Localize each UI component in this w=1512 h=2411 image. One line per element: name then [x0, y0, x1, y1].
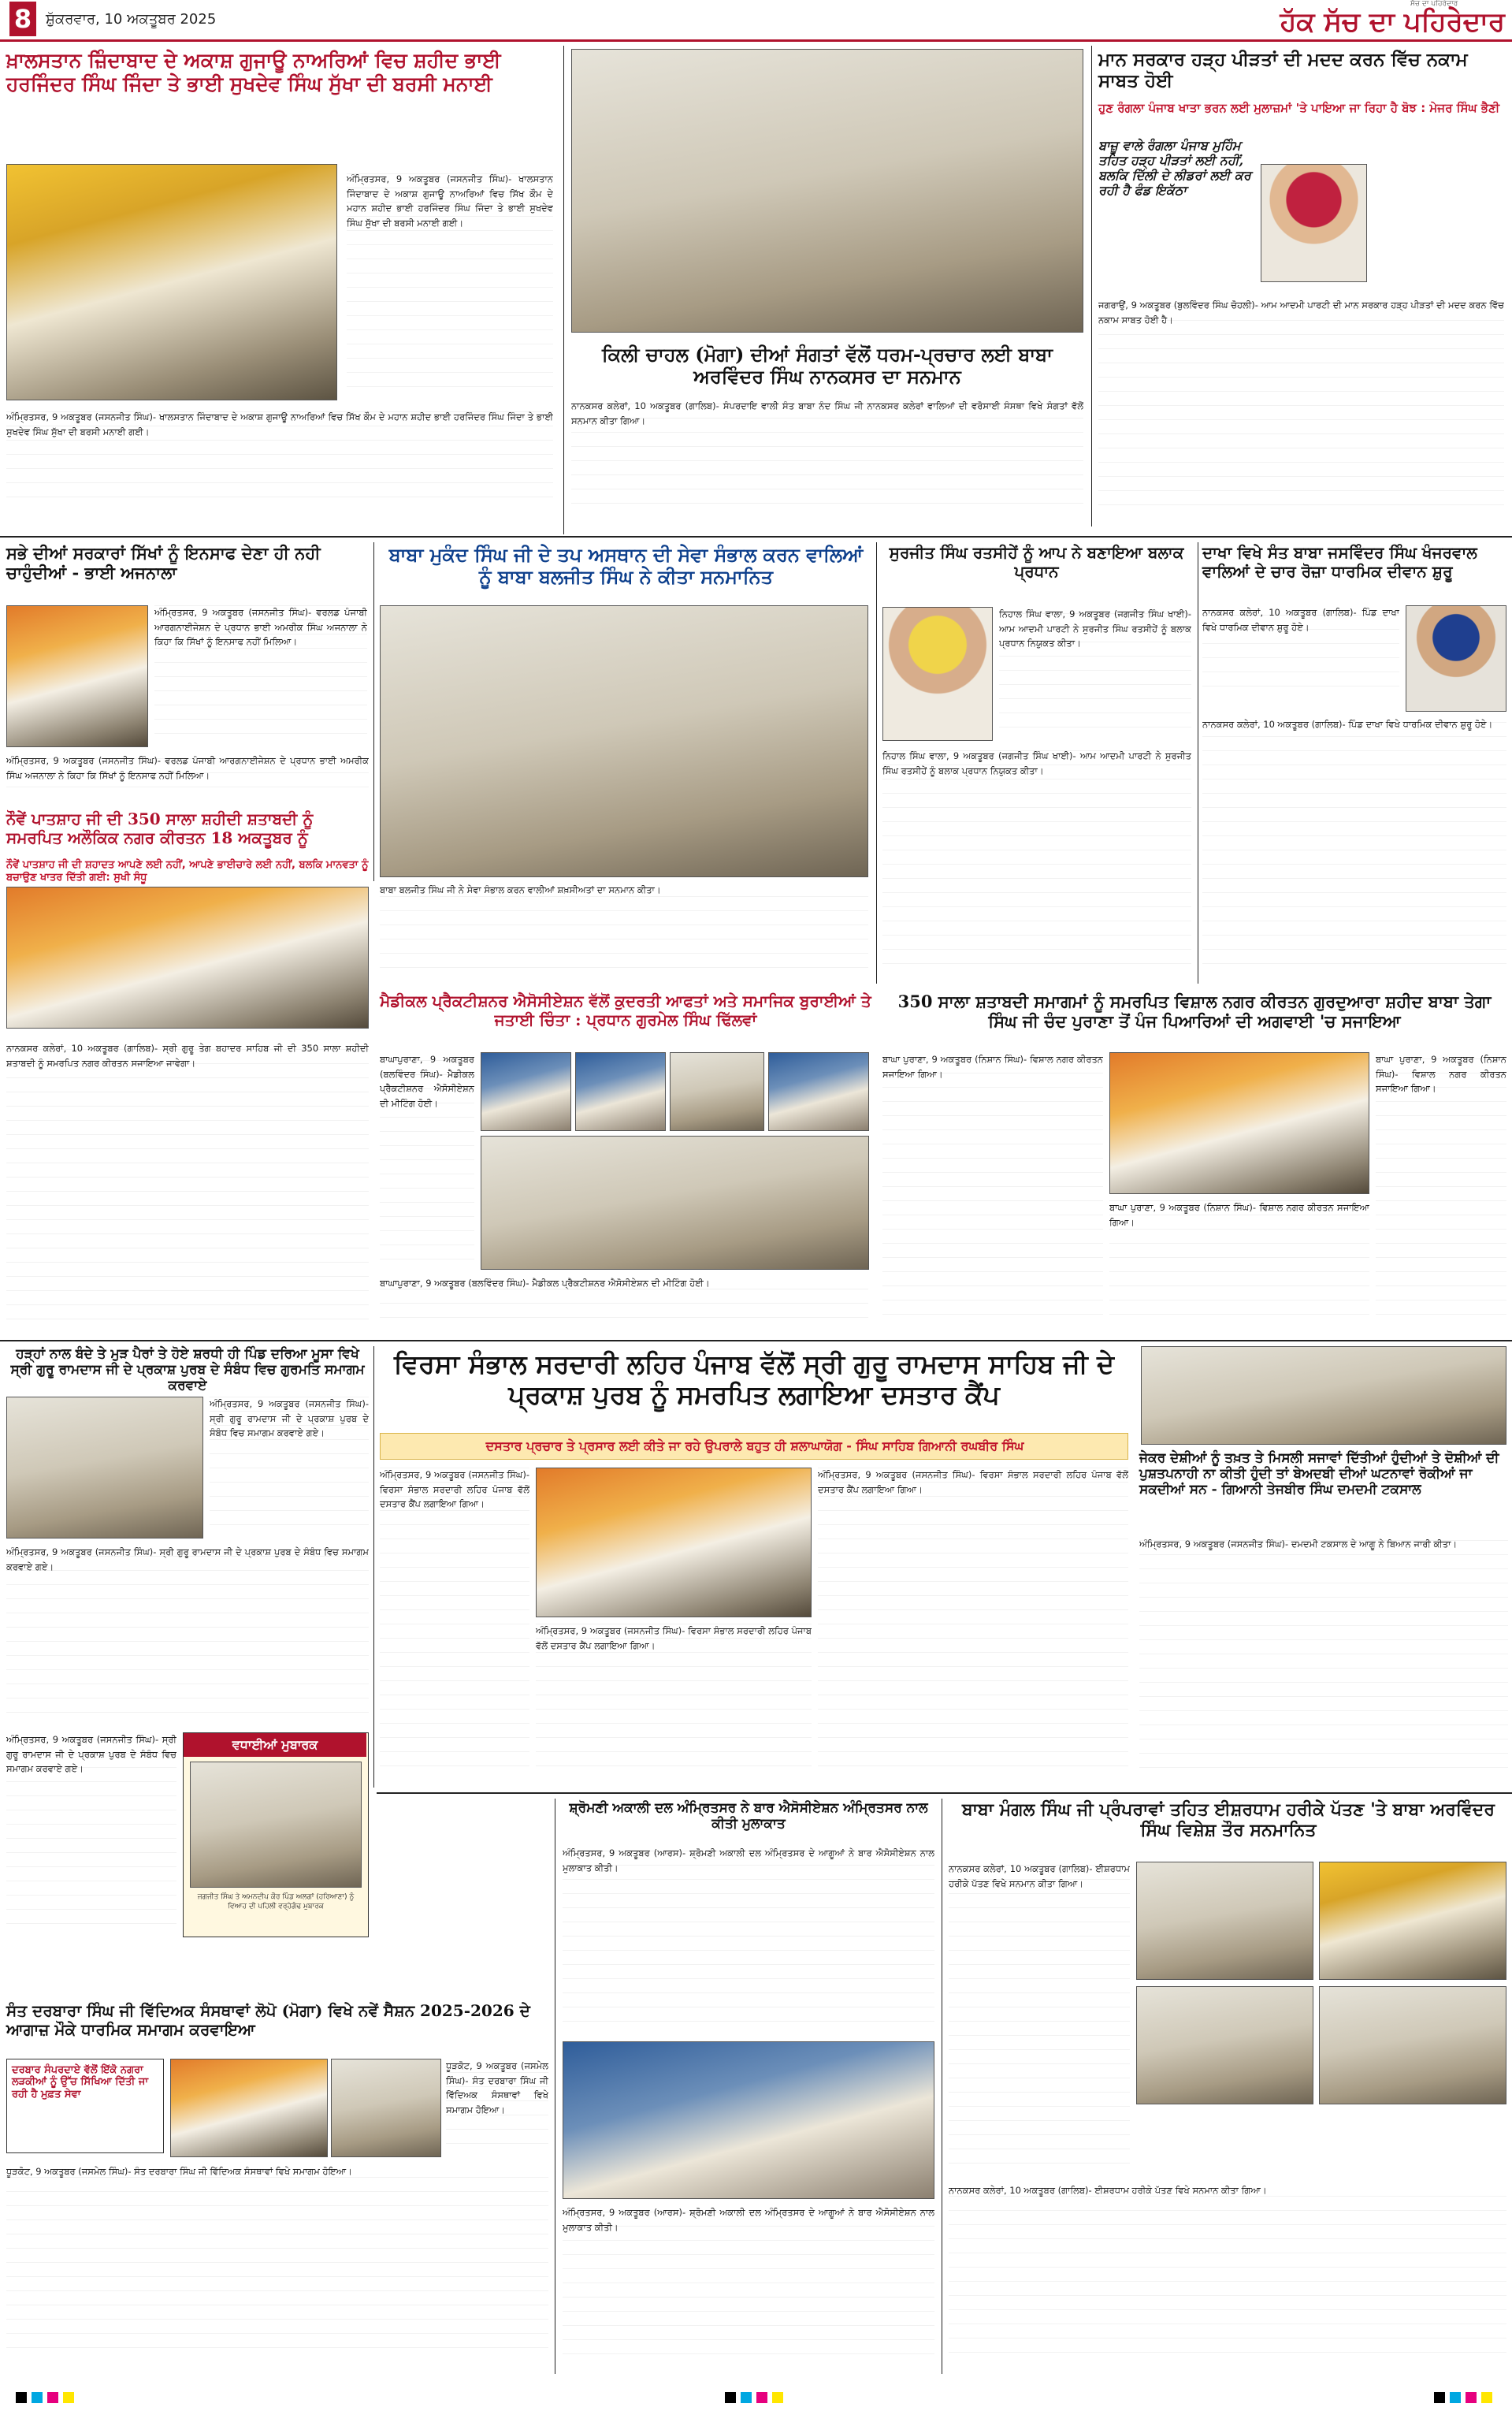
subhead: ਨੌਵੇਂ ਪਾਤਸ਼ਾਹ ਜੀ ਦੀ ਸ਼ਹਾਦਤ ਆਪਣੇ ਲਈ ਨਹੀਂ, ਆਪਣੇ ਭਾਈਚਾਰੇ ਲਈ ਨਹੀਂ, ਬਲਕਿ ਮਾਨਵਤਾ ਨੂੰ ਬਚਾਉਣ ਖਾਤਰ ਦਿੱਤੀ ਗਈ: ਸੁਖੀ ਸੰਧੂ: [6, 859, 369, 884]
headline: 350 ਸਾਲਾ ਸ਼ਤਾਬਦੀ ਸਮਾਗਮਾਂ ਨੂੰ ਸਮਰਪਿਤ ਵਿਸ਼ਾਲ ਨਗਰ ਕੀਰਤਨ ਗੁਰਦੁਆਰਾ ਸ਼ਹੀਦ ਬਾਬਾ ਤੇਗਾ ਸਿੰਘ ਜੀ ਚੰਦ ਪੁਰਾਣਾ ਤੋਂ ਪੰਜ ਪਿਆਰਿਆਂ ਦੀ ਅਗਵਾਈ 'ਚ ਸਜਾਇਆ: [897, 992, 1492, 1031]
photo-association-meeting: [481, 1136, 869, 1270]
headline: ਮੈਡੀਕਲ ਪ੍ਰੈਕਟੀਸ਼ਨਰ ਐਸੋਸੀਏਸ਼ਨ ਵੱਲੋਂ ਕੁਦਰਤੀ ਆਫਤਾਂ ਅਤੇ ਸਮਾਜਿਕ ਬੁਰਾਈਆਂ ਤੇ ਜਤਾਈ ਚਿੰਤਾ : ਪ੍ਰਧਾਨ ਗੁਰਮੇਲ ਸਿੰਘ ਢਿੱਲਵਾਂ: [380, 992, 871, 1029]
photo-member-2: [575, 1052, 666, 1131]
registration-marks-center: [725, 2392, 788, 2403]
page-date: ਸ਼ੁੱਕਰਵਾਰ, 10 ਅਕਤੂਬਰ 2025: [46, 11, 217, 28]
body-text: ਬਾਬਾ ਬਲਜੀਤ ਸਿੰਘ ਜੀ ਨੇ ਸੇਵਾ ਸੰਭਾਲ ਕਰਨ ਵਾਲੀਆਂ ਸ਼ਖ਼ਸੀਅਤਾਂ ਦਾ ਸਨਮਾਨ ਕੀਤਾ।: [380, 883, 868, 981]
subhead: ਦਸਤਾਰ ਪ੍ਰਚਾਰ ਤੇ ਪ੍ਰਸਾਰ ਲਈ ਕੀਤੇ ਜਾ ਰਹੇ ਉਪਰਾਲੇ ਬਹੁਤ ਹੀ ਸ਼ਲਾਘਾਯੋਗ - ਸਿੰਘ ਸਾਹਿਬ ਗਿਆਨੀ ਰਘਬੀਰ ਸਿੰਘ: [485, 1438, 1024, 1453]
photo-honour-2: [1319, 1862, 1506, 1980]
photo-honour-ceremony: [571, 49, 1083, 333]
headline: ਵਿਰਸਾ ਸੰਭਾਲ ਸਰਦਾਰੀ ਲਹਿਰ ਪੰਜਾਬ ਵੱਲੋਂ ਸ੍ਰੀ ਗੁਰੂ ਰਾਮਦਾਸ ਸਾਹਿਬ ਜੀ ਦੇ ਪ੍ਰਕਾਸ਼ ਪੁਰਬ ਨੂੰ ਸਮਰਪਿਤ ਲਗਾਇਆ ਦਸਤਾਰ ਕੈਂਪ: [394, 1349, 1114, 1410]
reg-mark-yellow: [63, 2392, 74, 2403]
headline: ਸੰਤ ਦਰਬਾਰਾ ਸਿੰਘ ਜੀ ਵਿੱਦਿਅਕ ਸੰਸਥਾਵਾਂ ਲੋਪੋ (ਮੋਗਾ) ਵਿਖੇ ਨਵੇਂ ਸੈਸ਼ਨ 2025-2026 ਦੇ ਆਗਾਜ਼ ਮੌਕੇ ਧਾਰਮਿਕ ਸਮਾਗਮ ਕਰਵਾਇਆ: [6, 2001, 530, 2039]
photo-major-singh-bhaini: [1261, 164, 1367, 282]
subhead: ਹੁਣ ਰੰਗਲਾ ਪੰਜਾਬ ਖਾਤਾ ਭਰਨ ਲਈ ਮੁਲਾਜ਼ਮਾਂ 'ਤੇ ਪਾਇਆ ਜਾ ਰਿਹਾ ਹੈ ਬੋਝ : ਮੇਜਰ ਸਿੰਘ ਭੈਣੀ: [1098, 101, 1500, 115]
masthead-small: ਸੱਚ ਦਾ ਪਹਿਰੇਦਾਰ: [1410, 0, 1458, 8]
article-block-pradhan: [879, 542, 1194, 984]
body-text: ਅੰਮ੍ਰਿਤਸਰ, 9 ਅਕਤੂਬਰ (ਜਸਨਜੀਤ ਸਿੰਘ)- ਦਮਦਮੀ ਟਕਸਾਲ ਦੇ ਆਗੂ ਨੇ ਬਿਆਨ ਜਾਰੀ ਕੀਤਾ।: [1139, 1537, 1508, 1781]
row-rule: [0, 1340, 1512, 1341]
article-baba-mangal-singh: [945, 1799, 1510, 2374]
registration-marks-right: [1434, 2392, 1497, 2403]
article-barsi: [0, 46, 559, 519]
reg-mark-magenta: [756, 2392, 767, 2403]
body-text: ਅੰਮ੍ਰਿਤਸਰ, 9 ਅਕਤੂਬਰ (ਜਸਨਜੀਤ ਸਿੰਘ)- ਖਾਲਸਤਾਨ ਜਿੰਦਾਬਾਦ ਦੇ ਅਕਾਸ਼ ਗੁਜਾਊ ਨਾਅਰਿਆਂ ਵਿਚ ਸਿੱਖ ਕੌਮ ਦੇ ਮਹਾਨ ਸ਼ਹੀਦ ਭਾਈ ਹਰਜਿੰਦਰ ਸਿੰਘ ਜਿੰਦਾ ਤੇ ਭਾਈ ਸੁਖਦੇਵ ਸਿੰਘ ਸੁੱਖਾ ਦੀ ਬਰਸੀ ਮਨਾਈ ਗਈ।: [6, 410, 553, 511]
greeting-caption: ਜਗਜੀਤ ਸਿੰਘ ਤੇ ਅਮਨਦੀਪ ਕੌਰ ਪਿੰਡ ਅਲਗਾਂ (ਹਰਿਆਣਾ) ਨੂੰ ਵਿਆਹ ਦੀ ਪਹਿਲੀ ਵਰ੍ਹੇਗੰਢ ਮੁਬਾਰਕ: [197, 1893, 355, 1911]
reg-mark-cyan: [741, 2392, 752, 2403]
body-text: ਅੰਮ੍ਰਿਤਸਰ, 9 ਅਕਤੂਬਰ (ਜਸਨਜੀਤ ਸਿੰਘ)- ਵਰਲਡ ਪੰਜਾਬੀ ਆਰਗਨਾਈਜੇਸ਼ਨ ਦੇ ਪ੍ਰਧਾਨ ਭਾਈ ਅਮਰੀਕ ਸਿੰਘ ਅਜਨਾਲਾ ਨੇ ਕਿਹਾ ਕਿ ਸਿੱਖਾਂ ਨੂੰ ਇਨਸਾਫ ਨਹੀਂ ਮਿਲਿਆ।: [154, 605, 367, 747]
row-rule: [377, 1792, 1512, 1794]
boxed-highlight: [6, 2059, 164, 2153]
article-bar-association: [559, 1799, 938, 2374]
photo-bar-association-meeting: [563, 2041, 934, 2199]
body-text-left: ਅੰਮ੍ਰਿਤਸਰ, 9 ਅਕਤੂਬਰ (ਜਸਨਜੀਤ ਸਿੰਘ)- ਸ੍ਰੀ ਗੁਰੂ ਰਾਮਦਾਸ ਜੀ ਦੇ ਪ੍ਰਕਾਸ਼ ਪੁਰਬ ਦੇ ਸੰਬੰਧ ਵਿਚ ਸਮਾਗਮ ਕਰਵਾਏ ਗਏ।: [6, 1732, 176, 1937]
greeting-box: [183, 1732, 369, 1937]
photo-honour-4: [1319, 1986, 1506, 2104]
body-text: ਜਗਰਾਉਂ, 9 ਅਕਤੂਬਰ (ਬੁਲਵਿੰਦਰ ਸਿੰਘ ਚੋਹਲੀ)- ਆਮ ਆਦਮੀ ਪਾਰਟੀ ਦੀ ਮਾਨ ਸਰਕਾਰ ਹੜ੍ਹ ਪੀੜਤਾਂ ਦੀ ਮਦਦ ਕਰਨ ਵਿੱਚ ਨਕਾਮ ਸਾਬਤ ਹੋਈ ਹੈ।: [1098, 298, 1504, 519]
body-text-mid: ਅੰਮ੍ਰਿਤਸਰ, 9 ਅਕਤੂਬਰ (ਜਸਨਜੀਤ ਸਿੰਘ)- ਵਿਰਸਾ ਸੰਭਾਲ ਸਰਦਾਰੀ ਲਹਿਰ ਪੰਜਾਬ ਵੱਲੋਂ ਦਸਤਾਰ ਕੈਂਪ ਲਗਾਇਆ ਗਿਆ।: [536, 1624, 812, 1780]
headline: ਨੌਵੇਂ ਪਾਤਸ਼ਾਹ ਜੀ ਦੀ 350 ਸਾਲਾ ਸ਼ਹੀਦੀ ਸ਼ਤਾਬਦੀ ਨੂੰ ਸਮਰਪਿਤ ਅਲੌਕਿਕ ਨਗਰ ਕੀਰਤਨ 18 ਅਕਤੂਬਰ ਨੂੰ: [6, 809, 314, 847]
photo-school-samagam: [170, 2059, 328, 2157]
divider: [1091, 46, 1092, 526]
header-rule: [0, 39, 1512, 42]
body-text-cont: ਬਾਘਾਪੁਰਾਣਾ, 9 ਅਕਤੂਬਰ (ਬਲਵਿੰਦਰ ਸਿੰਘ)- ਮੈਡੀਕਲ ਪ੍ਰੈਕਟੀਸ਼ਨਰ ਐਸੋਸੀਏਸ਼ਨ ਦੀ ਮੀਟਿੰਗ ਹੋਈ।: [380, 1276, 868, 1331]
article-medical-association: [377, 989, 873, 1336]
photo-bhai-ajnala: [6, 605, 148, 747]
photo-couple: [190, 1762, 362, 1888]
body-text-cont: ਅੰਮ੍ਰਿਤਸਰ, 9 ਅਕਤੂਬਰ (ਜਸਨਜੀਤ ਸਿੰਘ)- ਸ੍ਰੀ ਗੁਰੂ ਰਾਮਦਾਸ ਜੀ ਦੇ ਪ੍ਰਕਾਸ਼ ਪੁਰਬ ਦੇ ਸੰਬੰਧ ਵਿਚ ਸਮਾਗਮ ਕਰਵਾਏ ਗਏ।: [6, 1545, 369, 1726]
photo-honour-3: [1136, 1986, 1313, 2104]
greeting-title: ਵਧਾਈਆਂ ਮੁਬਾਰਕ: [184, 1733, 366, 1757]
photo-member-4: [768, 1052, 869, 1131]
headline: ਕਿਲੀ ਚਾਹਲ (ਮੋਗਾ) ਦੀਆਂ ਸੰਗਤਾਂ ਵੱਲੋਂ ਧਰਮ-ਪ੍ਰਚਾਰ ਲਈ ਬਾਬਾ ਅਰਵਿੰਦਰ ਸਿੰਘ ਨਾਨਕਸਰ ਦਾ ਸਨਮਾਨ: [601, 343, 1053, 389]
photo-nagar-kirtan-procession: [1109, 1052, 1369, 1194]
registration-marks-left: [16, 2392, 79, 2403]
article-dariya-musa: [0, 1346, 370, 2000]
reg-mark-magenta: [47, 2392, 58, 2403]
article-nagar-kirtan: [0, 887, 370, 1336]
article-kili-chahal: [567, 46, 1087, 526]
photo-kirtan-procession-right: [1141, 1346, 1506, 1445]
body-text: ਅੰਮ੍ਰਿਤਸਰ, 9 ਅਕਤੂਬਰ (ਆਰਸ)- ਸ਼੍ਰੋਮਣੀ ਅਕਾਲੀ ਦਲ ਅੰਮ੍ਰਿਤਸਰ ਦੇ ਆਗੂਆਂ ਨੇ ਬਾਰ ਐਸੋਸੀਏਸ਼ਨ ਨਾਲ ਮੁਲਾਕਾਤ ਕੀਤੀ।: [563, 1846, 934, 2035]
body-text: ਅੰਮ੍ਰਿਤਸਰ, 9 ਅਕਤੂਬਰ (ਜਸਨਜੀਤ ਸਿੰਘ)- ਸ੍ਰੀ ਗੁਰੂ ਰਾਮਦਾਸ ਜੀ ਦੇ ਪ੍ਰਕਾਸ਼ ਪੁਰਬ ਦੇ ਸੰਬੰਧ ਵਿਚ ਸਮਾਗਮ ਕਰਵਾਏ ਗਏ।: [210, 1397, 369, 1539]
body-text: ਧੂੜਕੋਟ, 9 ਅਕਤੂਬਰ (ਜਸਮੇਲ ਸਿੰਘ)- ਸੰਤ ਦਰਬਾਰਾ ਸਿੰਘ ਜੀ ਵਿੱਦਿਅਕ ਸੰਸਥਾਵਾਂ ਵਿਖੇ ਸਮਾਗਮ ਹੋਇਆ।: [446, 2059, 548, 2157]
photo-dastar-camp: [536, 1468, 812, 1617]
body-text: ਬਾਘਾ ਪੁਰਾਣਾ, 9 ਅਕਤੂਬਰ (ਨਿਸ਼ਾਨ ਸਿੰਘ)- ਵਿਸ਼ਾਲ ਨਗਰ ਕੀਰਤਨ ਸਜਾਇਆ ਗਿਆ।: [882, 1052, 1103, 1328]
photo-surjit-singh: [882, 607, 993, 741]
boxed-text: ਦਰਬਾਰ ਸੰਪਰਦਾਏ ਵੱਲੋਂ ਇੱਕੋ ਨਗਰਾ ਲੜਕੀਆਂ ਨੂੰ ਉੱਚ ਸਿੱਖਿਆ ਦਿੱਤੀ ਜਾ ਰਹੀ ਹੈ ਮੁਫ਼ਤ ਸੇਵਾ: [12, 2064, 149, 2100]
reg-mark-black: [725, 2392, 736, 2403]
reg-mark-black: [16, 2392, 27, 2403]
page-number: 8: [9, 2, 36, 36]
body-text: ਨਿਹਾਲ ਸਿੰਘ ਵਾਲਾ, 9 ਅਕਤੂਬਰ (ਜਗਜੀਤ ਸਿੰਘ ਖਾਈ)- ਆਮ ਆਦਮੀ ਪਾਰਟੀ ਨੇ ਸੁਰਜੀਤ ਸਿੰਘ ਰਤਸੀਹੇਂ ਨੂੰ ਬਲਾਕ ਪ੍ਰਧਾਨ ਨਿਯੁਕਤ ਕੀਤਾ।: [999, 607, 1191, 741]
divider: [373, 542, 374, 881]
article-ajnala: [0, 542, 370, 905]
article-mann-sarkar: [1095, 46, 1509, 526]
photo-barsi-gathering: [6, 164, 337, 400]
photo-sanmaan: [380, 605, 868, 877]
body-text-cont: ਅੰਮ੍ਰਿਤਸਰ, 9 ਅਕਤੂਬਰ (ਜਸਨਜੀਤ ਸਿੰਘ)- ਵਰਲਡ ਪੰਜਾਬੀ ਆਰਗਨਾਈਜੇਸ਼ਨ ਦੇ ਪ੍ਰਧਾਨ ਭਾਈ ਅਮਰੀਕ ਸਿੰਘ ਅਜਨਾਲਾ ਨੇ ਕਿਹਾ ਕਿ ਸਿੱਖਾਂ ਨੂੰ ਇਨਸਾਫ ਨਹੀਂ ਮਿਲਿਆ।: [6, 753, 369, 801]
headline: ਹੜ੍ਹਾਂ ਨਾਲ ਬੰਦੇ ਤੇ ਮੁੜ ਪੈਰਾਂ ਤੇ ਹੋਏ ਸ਼ਰਧੀ ਹੀ ਪਿੰਡ ਦਰਿਆ ਮੂਸਾ ਵਿਖੇ ਸ੍ਰੀ ਗੁਰੂ ਰਾਮਦਾਸ ਜੀ ਦੇ ਪ੍ਰਕਾਸ਼ ਪੁਰਬ ਦੇ ਸੰਬੰਧ ਵਿਚ ਗੁਰਮਤਿ ਸਮਾਗਮ ਕਰਵਾਏ: [10, 1346, 365, 1394]
masthead-logo: ਹੱਕ ਸੱਚ ਦਾ ਪਹਿਰੇਦਾਰ: [1280, 6, 1505, 38]
article-dakha-diwan: [1201, 542, 1510, 984]
article-gyani-tejbir-singh: [1138, 1450, 1510, 1789]
body-text-cont: ਅੰਮ੍ਰਿਤਸਰ, 9 ਅਕਤੂਬਰ (ਆਰਸ)- ਸ਼੍ਰੋਮਣੀ ਅਕਾਲੀ ਦਲ ਅੰਮ੍ਰਿਤਸਰ ਦੇ ਆਗੂਆਂ ਨੇ ਬਾਰ ਐਸੋਸੀਏਸ਼ਨ ਨਾਲ ਮੁਲਾਕਾਤ ਕੀਤੀ।: [563, 2205, 934, 2368]
headline: ਬਾਬਾ ਮੁਕੰਦ ਸਿੰਘ ਜੀ ਦੇ ਤਪ ਅਸਥਾਨ ਦੀ ਸੇਵਾ ਸੰਭਾਲ ਕਰਨ ਵਾਲਿਆਂ ਨੂੰ ਬਾਬਾ ਬਲਜੀਤ ਸਿੰਘ ਨੇ ਕੀਤਾ ਸਨਮਾਨਿਤ: [388, 543, 864, 589]
divider: [563, 46, 564, 534]
headline: ਖ਼ਾਲਸਤਾਨ ਜ਼ਿੰਦਾਬਾਦ ਦੇ ਅਕਾਸ਼ ਗੁਜਾਊ ਨਾਅਰਿਆਂ ਵਿਚ ਸ਼ਹੀਦ ਭਾਈ ਹਰਜਿੰਦਰ ਸਿੰਘ ਜਿੰਦਾ ਤੇ ਭਾਈ ਸੁਖਦੇਵ ਸਿੰਘ ਸੁੱਖਾ ਦੀ ਬਰਸੀ ਮਨਾਈ: [6, 49, 501, 95]
reg-mark-black: [1434, 2392, 1445, 2403]
article-dastar-camp: [377, 1346, 1133, 1788]
body-text-cont: ਨਾਨਕਸਰ ਕਲੇਰਾਂ, 10 ਅਕਤੂਬਰ (ਗਾਲਿਬ)- ਈਸ਼ਰਧਾਮ ਹਰੀਕੇ ਪੱਤਣ ਵਿਖੇ ਸਨਮਾਨ ਕੀਤਾ ਗਿਆ।: [949, 2183, 1506, 2366]
headline: ਸ਼੍ਰੋਮਣੀ ਅਕਾਲੀ ਦਲ ਅੰਮ੍ਰਿਤਸਰ ਨੇ ਬਾਰ ਐਸੋਸੀਏਸ਼ਨ ਅੰਮ੍ਰਿਤਸਰ ਨਾਲ ਕੀਤੀ ਮੁਲਾਕਾਤ: [569, 1800, 928, 1832]
reg-mark-yellow: [1481, 2392, 1492, 2403]
body-text-left: ਅੰਮ੍ਰਿਤਸਰ, 9 ਅਕਤੂਬਰ (ਜਸਨਜੀਤ ਸਿੰਘ)- ਵਿਰਸਾ ਸੰਭਾਲ ਸਰਦਾਰੀ ਲਹਿਰ ਪੰਜਾਬ ਵੱਲੋਂ ਦਸਤਾਰ ਕੈਂਪ ਲਗਾਇਆ ਗਿਆ।: [380, 1468, 529, 1780]
headline: ਦਾਖਾ ਵਿਖੇ ਸੰਤ ਬਾਬਾ ਜਸਵਿੰਦਰ ਸਿੰਘ ਖੰਜਰਵਾਲ ਵਾਲਿਆਂ ਦੇ ਚਾਰ ਰੋਜ਼ਾ ਧਾਰਮਿਕ ਦੀਵਾਨ ਸ਼ੁਰੂ: [1202, 543, 1477, 581]
body-text: ਨਾਨਕਸਰ ਕਲੇਰਾਂ, 10 ਅਕਤੂਬਰ (ਗਾਲਿਬ)- ਈਸ਼ਰਧਾਮ ਹਰੀਕੇ ਪੱਤਣ ਵਿਖੇ ਸਨਮਾਨ ਕੀਤਾ ਗਿਆ।: [949, 1862, 1130, 2177]
body-text-cont: ਬਾਘਾ ਪੁਰਾਣਾ, 9 ਅਕਤੂਬਰ (ਨਿਸ਼ਾਨ ਸਿੰਘ)- ਵਿਸ਼ਾਲ ਨਗਰ ਕੀਰਤਨ ਸਜਾਇਆ ਗਿਆ।: [1109, 1200, 1369, 1328]
article-sant-darbara-singh: [0, 2002, 552, 2372]
photo-panj-pyare: [6, 887, 369, 1029]
body-text-right: ਬਾਘਾ ਪੁਰਾਣਾ, 9 ਅਕਤੂਬਰ (ਨਿਸ਼ਾਨ ਸਿੰਘ)- ਵਿਸ਼ਾਲ ਨਗਰ ਕੀਰਤਨ ਸਜਾਇਆ ਗਿਆ।: [1376, 1052, 1506, 1328]
body-text-cont: ਨਾਨਕਸਰ ਕਲੇਰਾਂ, 10 ਅਕਤੂਬਰ (ਗਾਲਿਬ)- ਪਿੰਡ ਦਾਖਾ ਵਿਖੇ ਧਾਰਮਿਕ ਦੀਵਾਨ ਸ਼ੁਰੂ ਹੋਏ।: [1202, 717, 1506, 977]
headline: ਸੁਰਜੀਤ ਸਿੰਘ ਰਤਸੀਹੇਂ ਨੂੰ ਆਪ ਨੇ ਬਣਾਇਆ ਬਲਾਕ ਪ੍ਰਧਾਨ: [889, 543, 1184, 581]
reg-mark-magenta: [1466, 2392, 1477, 2403]
body-text: ਨਾਨਕਸਰ ਕਲੇਰਾਂ, 10 ਅਕਤੂਬਰ (ਗਾਲਿਬ)- ਸ੍ਰੀ ਗੁਰੂ ਤੇਗ ਬਹਾਦਰ ਸਾਹਿਬ ਜੀ ਦੀ 350 ਸਾਲਾ ਸ਼ਹੀਦੀ ਸ਼ਤਾਬਦੀ ਨੂੰ ਸਮਰਪਿਤ ਨਗਰ ਕੀਰਤਨ ਸਜਾਇਆ ਜਾਵੇਗਾ।: [6, 1041, 369, 1333]
photo-sant-jaswinder-singh: [1406, 605, 1506, 712]
photo-gurmat-samagam: [6, 1397, 203, 1539]
body-text-cont: ਧੂੜਕੋਟ, 9 ਅਕਤੂਬਰ (ਜਸਮੇਲ ਸਿੰਘ)- ਸੰਤ ਦਰਬਾਰਾ ਸਿੰਘ ਜੀ ਵਿੱਦਿਅਕ ਸੰਸਥਾਵਾਂ ਵਿਖੇ ਸਮਾਗਮ ਹੋਇਆ।: [6, 2164, 548, 2361]
divider: [373, 1346, 374, 1788]
body-text-right: ਅੰਮ੍ਰਿਤਸਰ, 9 ਅਕਤੂਬਰ (ਜਸਨਜੀਤ ਸਿੰਘ)- ਵਿਰਸਾ ਸੰਭਾਲ ਸਰਦਾਰੀ ਲਹਿਰ ਪੰਜਾਬ ਵੱਲੋਂ ਦਸਤਾਰ ਕੈਂਪ ਲਗਾਇਆ ਗਿਆ।: [818, 1468, 1128, 1780]
headline: ਸਭੇ ਦੀਆਂ ਸਰਕਾਰਾਂ ਸਿੱਖਾਂ ਨੂੰ ਇਨਸਾਫ ਦੇਣਾ ਹੀ ਨਹੀ ਚਾਹੁੰਦੀਆਂ - ਭਾਈ ਅਜਨਾਲਾ: [6, 543, 321, 582]
headline: ਬਾਬਾ ਮੰਗਲ ਸਿੰਘ ਜੀ ਪ੍ਰੰਪਰਾਵਾਂ ਤਹਿਤ ਈਸ਼ਰਧਾਮ ਹਰੀਕੇ ਪੱਤਣ 'ਤੇ ਬਾਬਾ ਅਰਵਿੰਦਰ ਸਿੰਘ ਵਿਸ਼ੇਸ਼ ਤੌਰ ਸਨਮਾਨਿਤ: [962, 1799, 1495, 1840]
reg-mark-cyan: [32, 2392, 43, 2403]
reg-mark-cyan: [1450, 2392, 1461, 2403]
body-text-right: ਅੰਮ੍ਰਿਤਸਰ, 9 ਅਕਤੂਬਰ (ਜਸਨਜੀਤ ਸਿੰਘ)- ਖਾਲਸਤਾਨ ਜਿੰਦਾਬਾਦ ਦੇ ਅਕਾਸ਼ ਗੁਜਾਊ ਨਾਅਰਿਆਂ ਵਿਚ ਸਿੱਖ ਕੌਮ ਦੇ ਮਹਾਨ ਸ਼ਹੀਦ ਭਾਈ ਹਰਜਿੰਦਰ ਸਿੰਘ ਜਿੰਦਾ ਤੇ ਭਾਈ ਸੁਖਦੇਵ ਸਿੰਘ ਸੁੱਖਾ ਦੀ ਬਰਸੀ ਮਨਾਈ ਗਈ।: [347, 172, 553, 400]
photo-member-3: [670, 1052, 764, 1131]
photo-sant-portrait: [331, 2059, 441, 2157]
reg-mark-yellow: [772, 2392, 783, 2403]
photo-member-1: [481, 1052, 571, 1131]
headline: ਜੇਕਰ ਦੇਸ਼ੀਆਂ ਨੂੰ ਤਖ਼ਤ ਤੇ ਮਿਸਲੀ ਸਜਾਵਾਂ ਦਿੱਤੀਆਂ ਹੁੰਦੀਆਂ ਤੇ ਦੋਸ਼ੀਆਂ ਦੀ ਪੁਸ਼ਤਪਨਾਹੀ ਨਾ ਕੀਤੀ ਹੁੰਦੀ ਤਾਂ ਬੇਅਦਬੀ ਦੀਆਂ ਘਟਨਾਵਾਂ ਰੋਕੀਆਂ ਜਾ ਸਕਦੀਆਂ ਸਨ - ਗਿਆਨੀ ਤੇਜਬੀਰ ਸਿੰਘ ਦਮਦਮੀ ਟਕਸਾਲ: [1139, 1450, 1499, 1498]
page-header: [0, 0, 1512, 39]
pullquote: ਬਾਜ਼ੂ ਵਾਲੇ ਰੰਗਲਾ ਪੰਜਾਬ ਮੁਹਿੰਮ ਤਹਿਤ ਹੜ੍ਹ ਪੀੜਤਾਂ ਲਈ ਨਹੀਂ, ਬਲਕਿ ਦਿੱਲੀ ਦੇ ਲੀਡਰਾਂ ਲਈ ਕਰ ਰਹੀ ਹੈ ਫੰਡ ਇਕੱਠਾ: [1098, 138, 1251, 198]
article-baba-mukand-singh: [377, 542, 873, 984]
divider: [876, 542, 877, 984]
photo-honour-1: [1136, 1862, 1313, 1980]
row-rule: [0, 536, 1512, 538]
body-text: ਨਾਨਕਸਰ ਕਲੇਰਾਂ, 10 ਅਕਤੂਬਰ (ਗਾਲਿਬ)- ਪਿੰਡ ਦਾਖਾ ਵਿਖੇ ਧਾਰਮਿਕ ਦੀਵਾਨ ਸ਼ੁਰੂ ਹੋਏ।: [1202, 605, 1399, 700]
body-text-cont: ਨਿਹਾਲ ਸਿੰਘ ਵਾਲਾ, 9 ਅਕਤੂਬਰ (ਜਗਜੀਤ ਸਿੰਘ ਖਾਈ)- ਆਮ ਆਦਮੀ ਪਾਰਟੀ ਨੇ ਸੁਰਜੀਤ ਸਿੰਘ ਰਤਸੀਹੇਂ ਨੂੰ ਬਲਾਕ ਪ੍ਰਧਾਨ ਨਿਯੁਕਤ ਕੀਤਾ।: [882, 749, 1191, 977]
body-text: ਨਾਨਕਸਰ ਕਲੇਰਾਂ, 10 ਅਕਤੂਬਰ (ਗਾਲਿਬ)- ਸੰਪਰਦਾਇ ਵਾਲੀ ਸੰਤ ਬਾਬਾ ਨੰਦ ਸਿੰਘ ਜੀ ਨਾਨਕਸਰ ਕਲੇਰਾਂ ਵਾਲਿਆਂ ਦੀ ਵਰੋਸਾਈ ਸੰਸਥਾ ਵਿਖੇ ਸੰਗਤਾਂ ਵੱਲੋਂ ਸਨਮਾਨ ਕੀਤਾ ਗਿਆ।: [571, 399, 1083, 517]
body-text: ਬਾਘਾਪੁਰਾਣਾ, 9 ਅਕਤੂਬਰ (ਬਲਵਿੰਦਰ ਸਿੰਘ)- ਮੈਡੀਕਲ ਪ੍ਰੈਕਟੀਸ਼ਨਰ ਐਸੋਸੀਏਸ਼ਨ ਦੀ ਮੀਟਿੰਗ ਹੋਈ।: [380, 1052, 474, 1273]
headline: ਮਾਨ ਸਰਕਾਰ ਹੜ੍ਹ ਪੀੜਤਾਂ ਦੀ ਮਦਦ ਕਰਨ ਵਿੱਚ ਨਕਾਮ ਸਾਬਤ ਹੋਈ: [1098, 49, 1468, 92]
subhead-bar: [380, 1433, 1128, 1460]
article-350-shatabdi: [879, 989, 1510, 1336]
